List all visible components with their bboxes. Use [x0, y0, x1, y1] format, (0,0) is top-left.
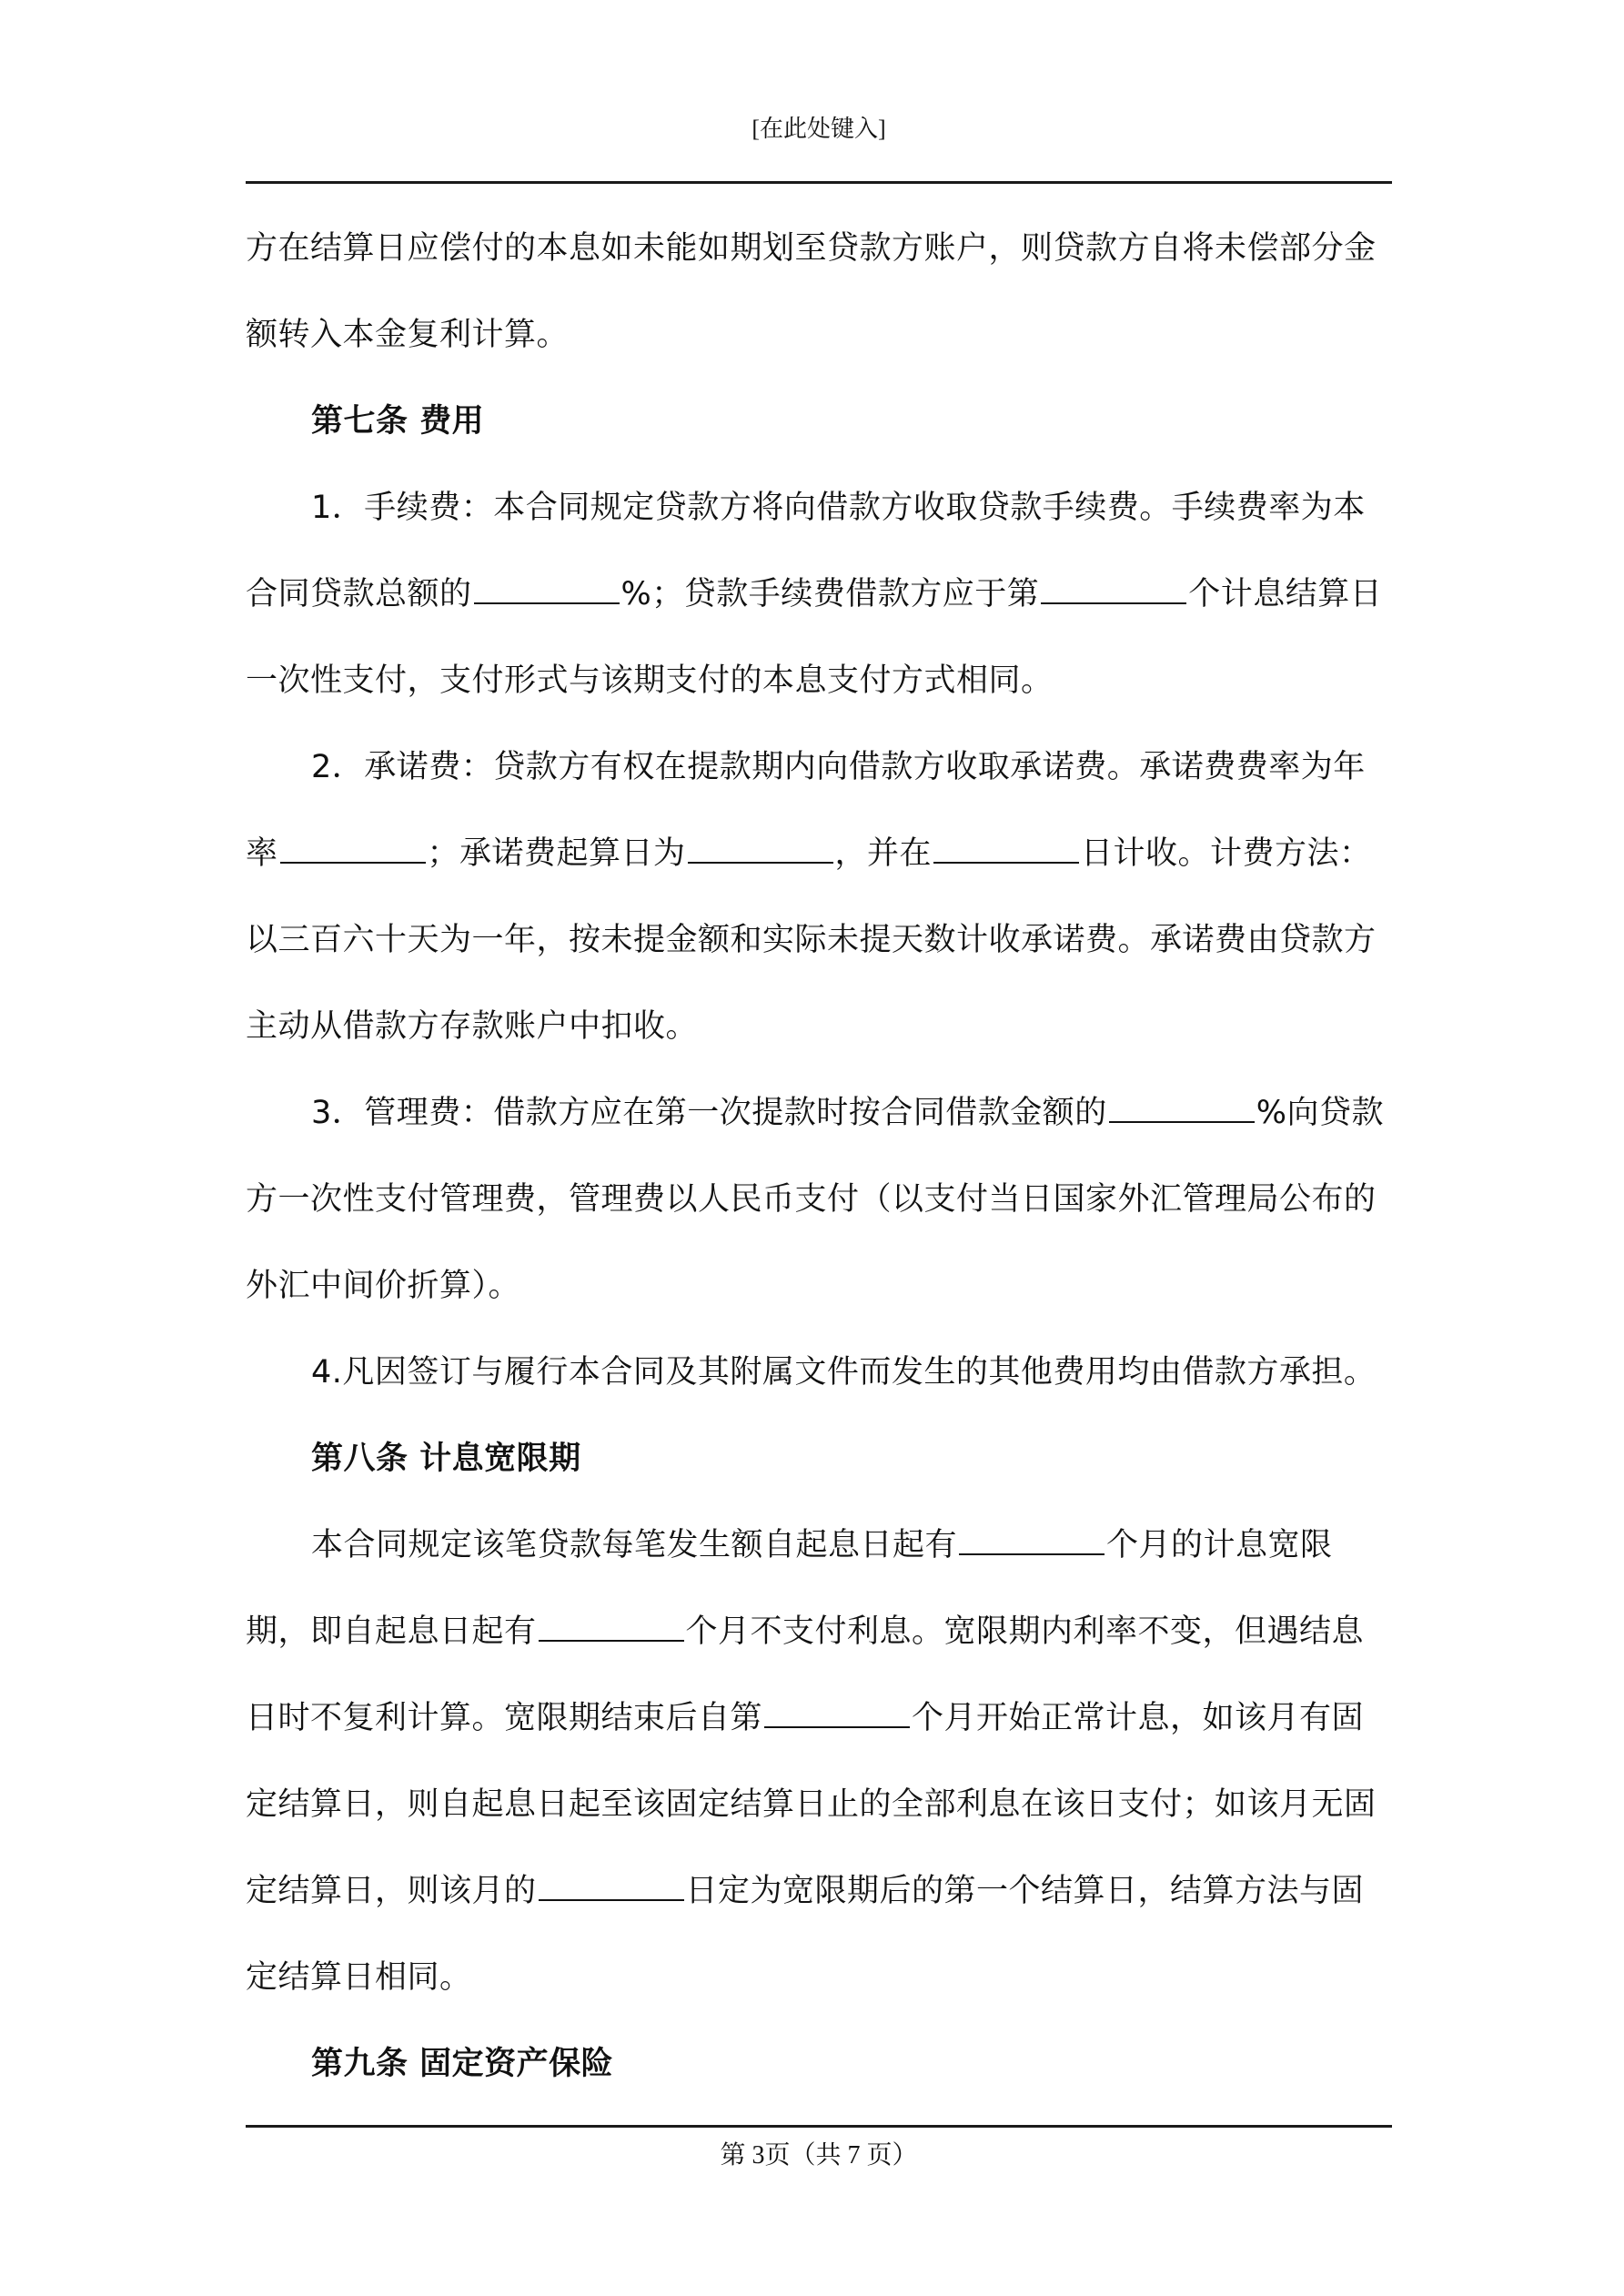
text-segment: 个月的计息宽限期，即自起息日起有 — [246, 1527, 1333, 1650]
text-segment: 3．管理费：借款方应在第一次提款时按合同借款金额的 — [311, 1095, 1107, 1131]
article-8-body — [246, 1502, 1392, 2021]
footer-rule — [246, 2125, 1392, 2128]
header-rule — [246, 181, 1392, 184]
fill-in-blank[interactable] — [539, 1614, 684, 1642]
page-footer: 第 3页（共 7 页） — [720, 2141, 918, 2170]
article-7-item-1 — [246, 465, 1392, 724]
text-segment: %向贷款方一次性支付管理费，管理费以人民币支付（以支付当日国家外汇管理局公布的外汇中间价折算）。 — [246, 1095, 1385, 1304]
fill-in-blank[interactable] — [764, 1701, 910, 1728]
fill-in-blank[interactable] — [688, 836, 833, 864]
text-segment: 本合同规定该笔贷款每笔发生额自起息日起有 — [311, 1527, 958, 1563]
page-header: [在此处键入] — [751, 116, 886, 142]
text-segment: 2．承诺费：贷款方有权在提款期内向借款方收取承诺费。承诺费费率为年率 — [246, 749, 1366, 872]
article-7-item-3 — [246, 1070, 1392, 1330]
text-segment: 日计收。计费方法：以三百六十天为一年，按未提金额和实际未提天数计收承诺费。承诺费由贷款方主动从借款方存款账户中扣收。 — [246, 835, 1377, 1045]
text-segment: ；承诺费起算日为 — [427, 835, 686, 872]
article-7-heading: 第七条 费用 — [311, 403, 485, 440]
text-segment: 个月开始正常计息，如该月有固定结算日，则自起息日起至该固定结算日止的全部利息在该日支付；如该月无固定结算日，则该月的 — [246, 1700, 1377, 1909]
fill-in-blank[interactable] — [959, 1528, 1105, 1555]
fill-in-blank[interactable] — [1041, 577, 1186, 604]
paragraph-continuation: 方在结算日应偿付的本息如未能如期划至贷款方账户，则贷款方自将未偿部分金额转入本金复利计算。 — [246, 230, 1377, 353]
article-7-item-4: 4.凡因签订与履行本合同及其附属文件而发生的其他费用均由借款方承担。 — [311, 1354, 1377, 1391]
article-7-item-2 — [246, 724, 1392, 1070]
article-9-heading: 第九条 固定资产保险 — [311, 2046, 614, 2082]
fill-in-blank[interactable] — [280, 836, 426, 864]
document-body — [246, 206, 1392, 2108]
fill-in-blank[interactable] — [539, 1874, 684, 1901]
text-segment: ，并在 — [834, 835, 933, 872]
text-segment: %；贷款手续费借款方应于第 — [620, 576, 1040, 612]
fill-in-blank[interactable] — [1109, 1096, 1255, 1123]
fill-in-blank[interactable] — [474, 577, 620, 604]
text-segment: 日定为宽限期后的第一个结算日，结算方法与固定结算日相同。 — [246, 1873, 1365, 1996]
article-8-heading: 第八条 计息宽限期 — [311, 1441, 581, 1477]
fill-in-blank[interactable] — [933, 836, 1079, 864]
text-segment: 个计息结算日一次性支付，支付形式与该期支付的本息支付方式相同。 — [246, 576, 1383, 699]
text-segment: 个月不支付利息。宽限期内利率不变，但遇结息日时不复利计算。宽限期结束后自第 — [246, 1613, 1365, 1736]
text-segment: 1．手续费：本合同规定贷款方将向借款方收取贷款手续费。手续费率为本合同贷款总额的 — [246, 490, 1366, 612]
